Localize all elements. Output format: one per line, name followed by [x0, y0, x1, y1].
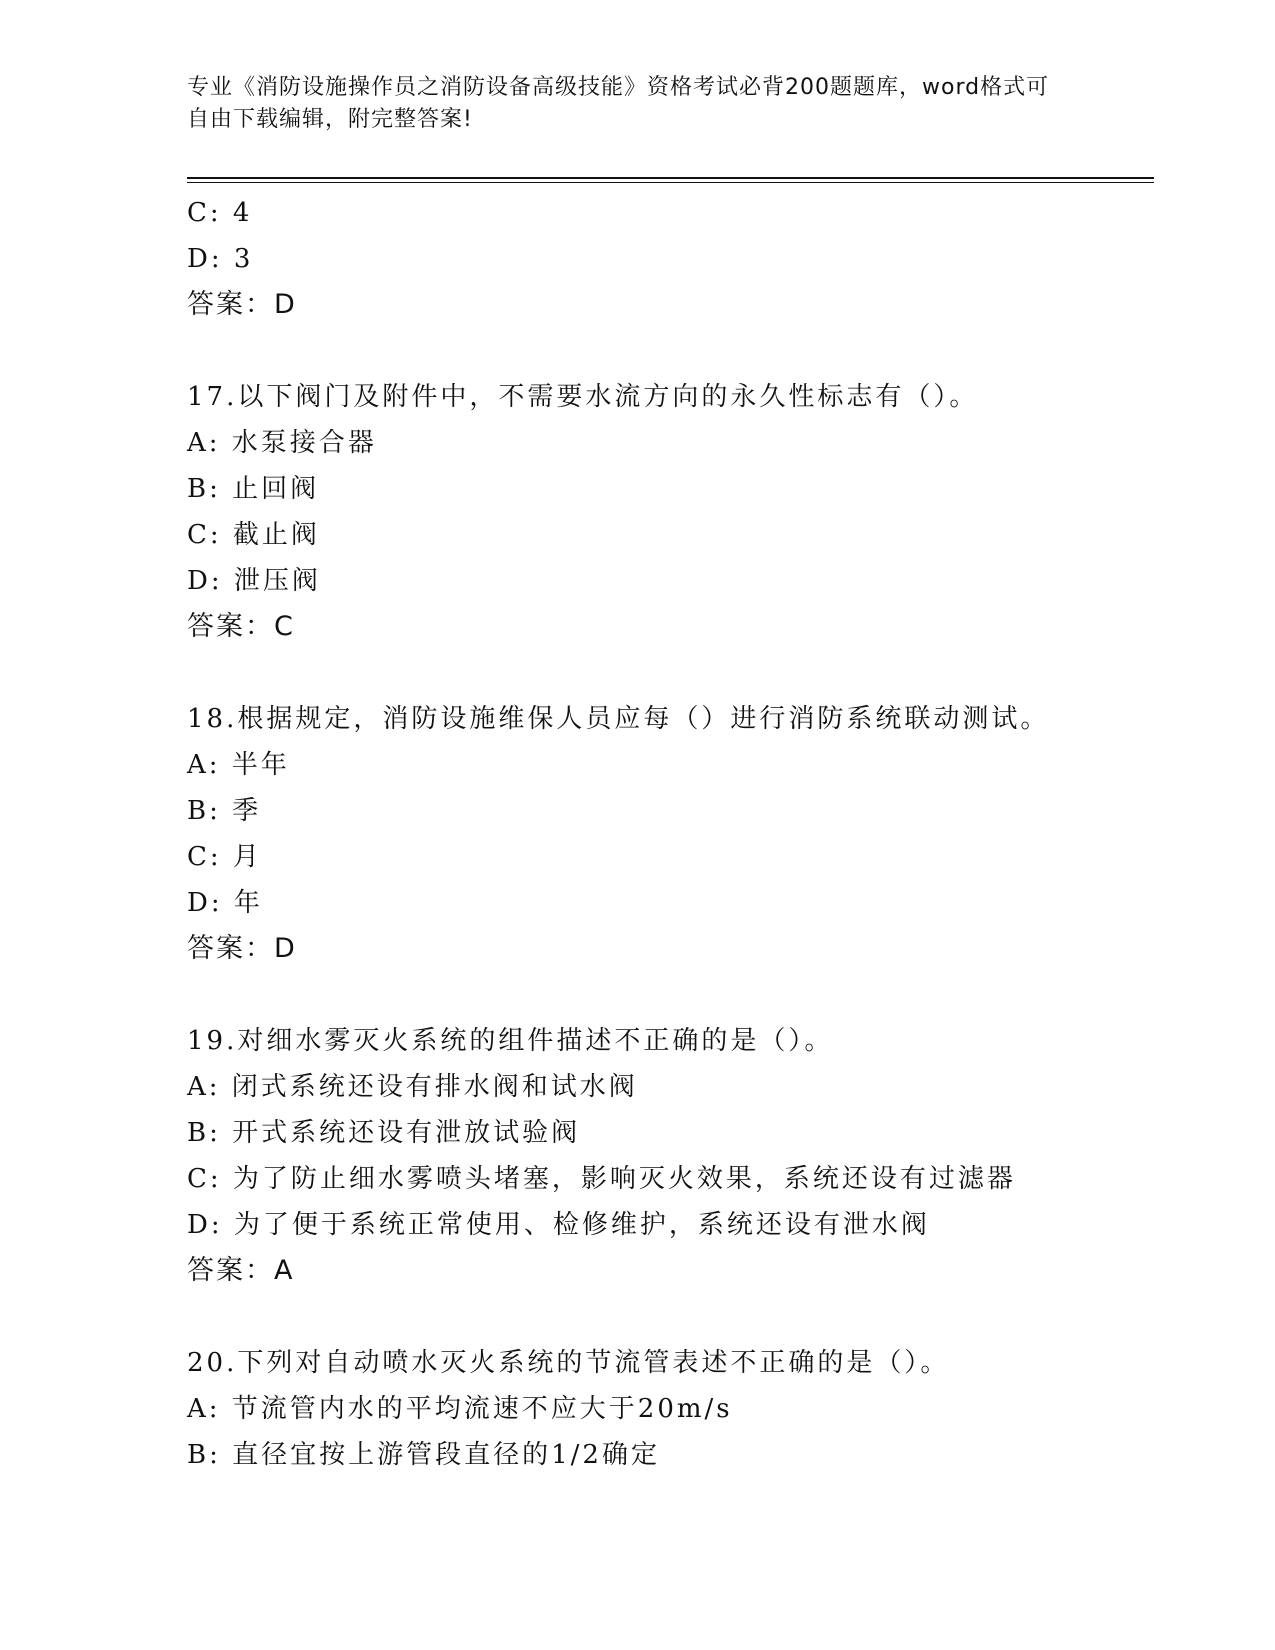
- spacer: [187, 650, 1147, 696]
- question-16-fragment: [187, 190, 1147, 328]
- option-b: B: 季: [187, 796, 262, 826]
- option-d: D: 3: [187, 244, 254, 274]
- question-stem: 18.根据规定，消防设施维保人员应每（）进行消防系统联动测试。: [187, 704, 1050, 734]
- spacer: [187, 328, 1147, 374]
- option-c: C: 月: [187, 842, 262, 872]
- question-stem: 19.对细水雾灭火系统的组件描述不正确的是（）。: [187, 1026, 834, 1056]
- option-b: B: 直径宜按上游管段直径的1/2确定: [187, 1440, 660, 1470]
- spacer: [187, 1294, 1147, 1340]
- question-stem: 20.下列对自动喷水灭火系统的节流管表述不正确的是（）。: [187, 1348, 950, 1378]
- option-d: D: 为了便于系统正常使用、检修维护，系统还设有泄水阀: [187, 1210, 930, 1240]
- question-18: [187, 696, 1147, 972]
- answer-line: 答案：C: [187, 611, 295, 642]
- header-divider-thick: [187, 177, 1154, 179]
- option-b: B: 开式系统还设有泄放试验阀: [187, 1118, 581, 1148]
- option-b: B: 止回阀: [187, 474, 320, 504]
- answer-line: 答案：D: [187, 289, 297, 320]
- answer-line: 答案：A: [187, 1255, 295, 1286]
- question-19: [187, 1018, 1147, 1294]
- document-header: 专业《消防设施操作员之消防设备高级技能》资格考试必背200题题库，word格式可自由下载编辑，附完整答案!: [187, 75, 1050, 132]
- option-c: C: 4: [187, 198, 253, 228]
- option-c: C: 为了防止细水雾喷头堵塞，影响灭火效果，系统还设有过滤器: [187, 1164, 1016, 1194]
- header-divider-thin: [187, 182, 1154, 183]
- answer-line: 答案：D: [187, 933, 297, 964]
- option-c: C: 截止阀: [187, 520, 320, 550]
- question-20: [187, 1340, 1147, 1478]
- question-stem: 17.以下阀门及附件中，不需要水流方向的永久性标志有（）。: [187, 382, 979, 412]
- option-a: A: 节流管内水的平均流速不应大于20m/s: [187, 1394, 733, 1424]
- option-a: A: 水泵接合器: [187, 428, 377, 458]
- option-d: D: 泄压阀: [187, 566, 321, 596]
- question-17: [187, 374, 1147, 650]
- option-d: D: 年: [187, 888, 263, 918]
- option-a: A: 半年: [187, 750, 290, 780]
- spacer: [187, 972, 1147, 1018]
- option-a: A: 闭式系统还设有排水阀和试水阀: [187, 1072, 638, 1102]
- question-list: [187, 190, 1147, 1478]
